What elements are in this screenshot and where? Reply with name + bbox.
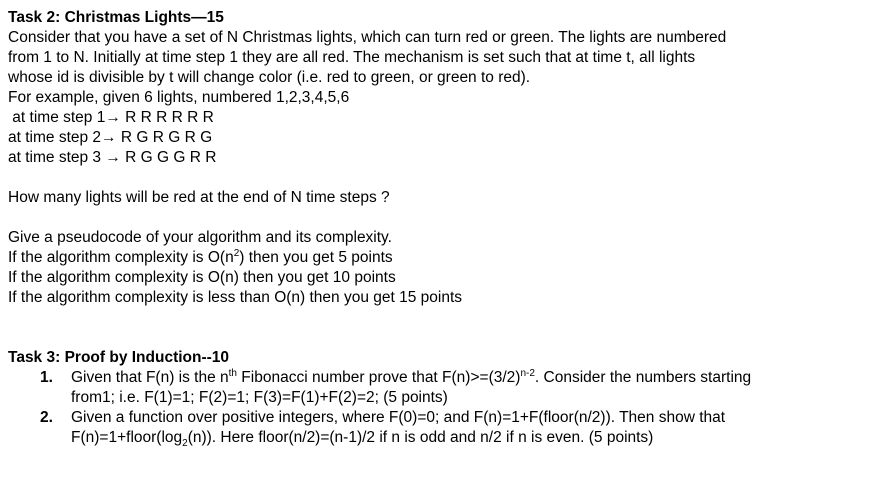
scoring-line-1 bbox=[8, 248, 879, 268]
list-item-text: Fibonacci number prove that F(n)>=(3/2) bbox=[237, 369, 521, 386]
task2-question: How many lights will be red at the end of N time steps ? bbox=[8, 189, 390, 206]
list-item-line: Given a function over positive integers, where F(0)=0; and F(n)=1+F(floor(n/2)). Then show that bbox=[71, 409, 726, 426]
scoring-line-3: If the algorithm complexity is less than O(n) then you get 15 points bbox=[8, 289, 463, 306]
list-item bbox=[8, 368, 843, 408]
task2-examples bbox=[8, 108, 879, 168]
scoring-line-1-text: If the algorithm complexity is O(n bbox=[8, 249, 234, 266]
task3-list bbox=[8, 368, 879, 448]
scoring-line-1-text: ) then you get 5 points bbox=[239, 249, 393, 266]
list-item-text: (n)). Here floor(n/2)=(n-1)/2 if n is odd and n/2 if n is even. (5 points) bbox=[187, 429, 654, 446]
exponent: 2 bbox=[233, 247, 240, 259]
task3-section bbox=[8, 348, 879, 448]
example-time-step-1: at time step 1→ R R R R R R bbox=[8, 109, 214, 126]
superscript: th bbox=[228, 367, 237, 379]
task2-section bbox=[8, 8, 879, 308]
task2-intro-line: whose id is divisible by t will change color (i.e. red to green, or green to red). bbox=[8, 69, 531, 86]
list-item-number: 1. bbox=[40, 369, 53, 386]
list-item bbox=[8, 408, 843, 448]
section-spacer bbox=[8, 308, 879, 348]
spacer bbox=[8, 168, 879, 188]
task2-scoring bbox=[8, 228, 879, 308]
list-item-number: 2. bbox=[40, 409, 53, 426]
task2-title: Task 2: Christmas Lights—15 bbox=[8, 9, 224, 26]
list-item-text: . Consider the numbers starting bbox=[534, 369, 752, 386]
task3-title: Task 3: Proof by Induction--10 bbox=[8, 349, 230, 366]
list-item-text: F(n)=1+floor(log bbox=[71, 429, 183, 446]
task2-intro bbox=[8, 28, 879, 108]
task2-intro-line: For example, given 6 lights, numbered 1,2,3,4,5,6 bbox=[8, 89, 350, 106]
example-time-step-3: at time step 3 → R G G G R R bbox=[8, 149, 217, 166]
task2-intro-line: Consider that you have a set of N Christmas lights, which can turn red or green. The lights are numbered bbox=[8, 29, 727, 46]
scoring-line-2: If the algorithm complexity is O(n) then you get 10 points bbox=[8, 269, 396, 286]
task2-intro-line: from 1 to N. Initially at time step 1 they are all red. The mechanism is set such that at time t, all lights bbox=[8, 49, 696, 66]
exponent: n-2 bbox=[520, 367, 535, 379]
pseudocode-prompt: Give a pseudocode of your algorithm and its complexity. bbox=[8, 229, 392, 246]
list-item-line: from1; i.e. F(1)=1; F(2)=1; F(3)=F(1)+F(2)=2; (5 points) bbox=[71, 389, 448, 406]
spacer bbox=[8, 208, 879, 228]
list-item-line bbox=[71, 428, 843, 448]
list-item-text: Given that F(n) is the n bbox=[71, 369, 229, 386]
subscript: 2 bbox=[182, 438, 188, 450]
list-item-line bbox=[71, 368, 843, 388]
example-time-step-2: at time step 2→ R G R G R G bbox=[8, 129, 213, 146]
